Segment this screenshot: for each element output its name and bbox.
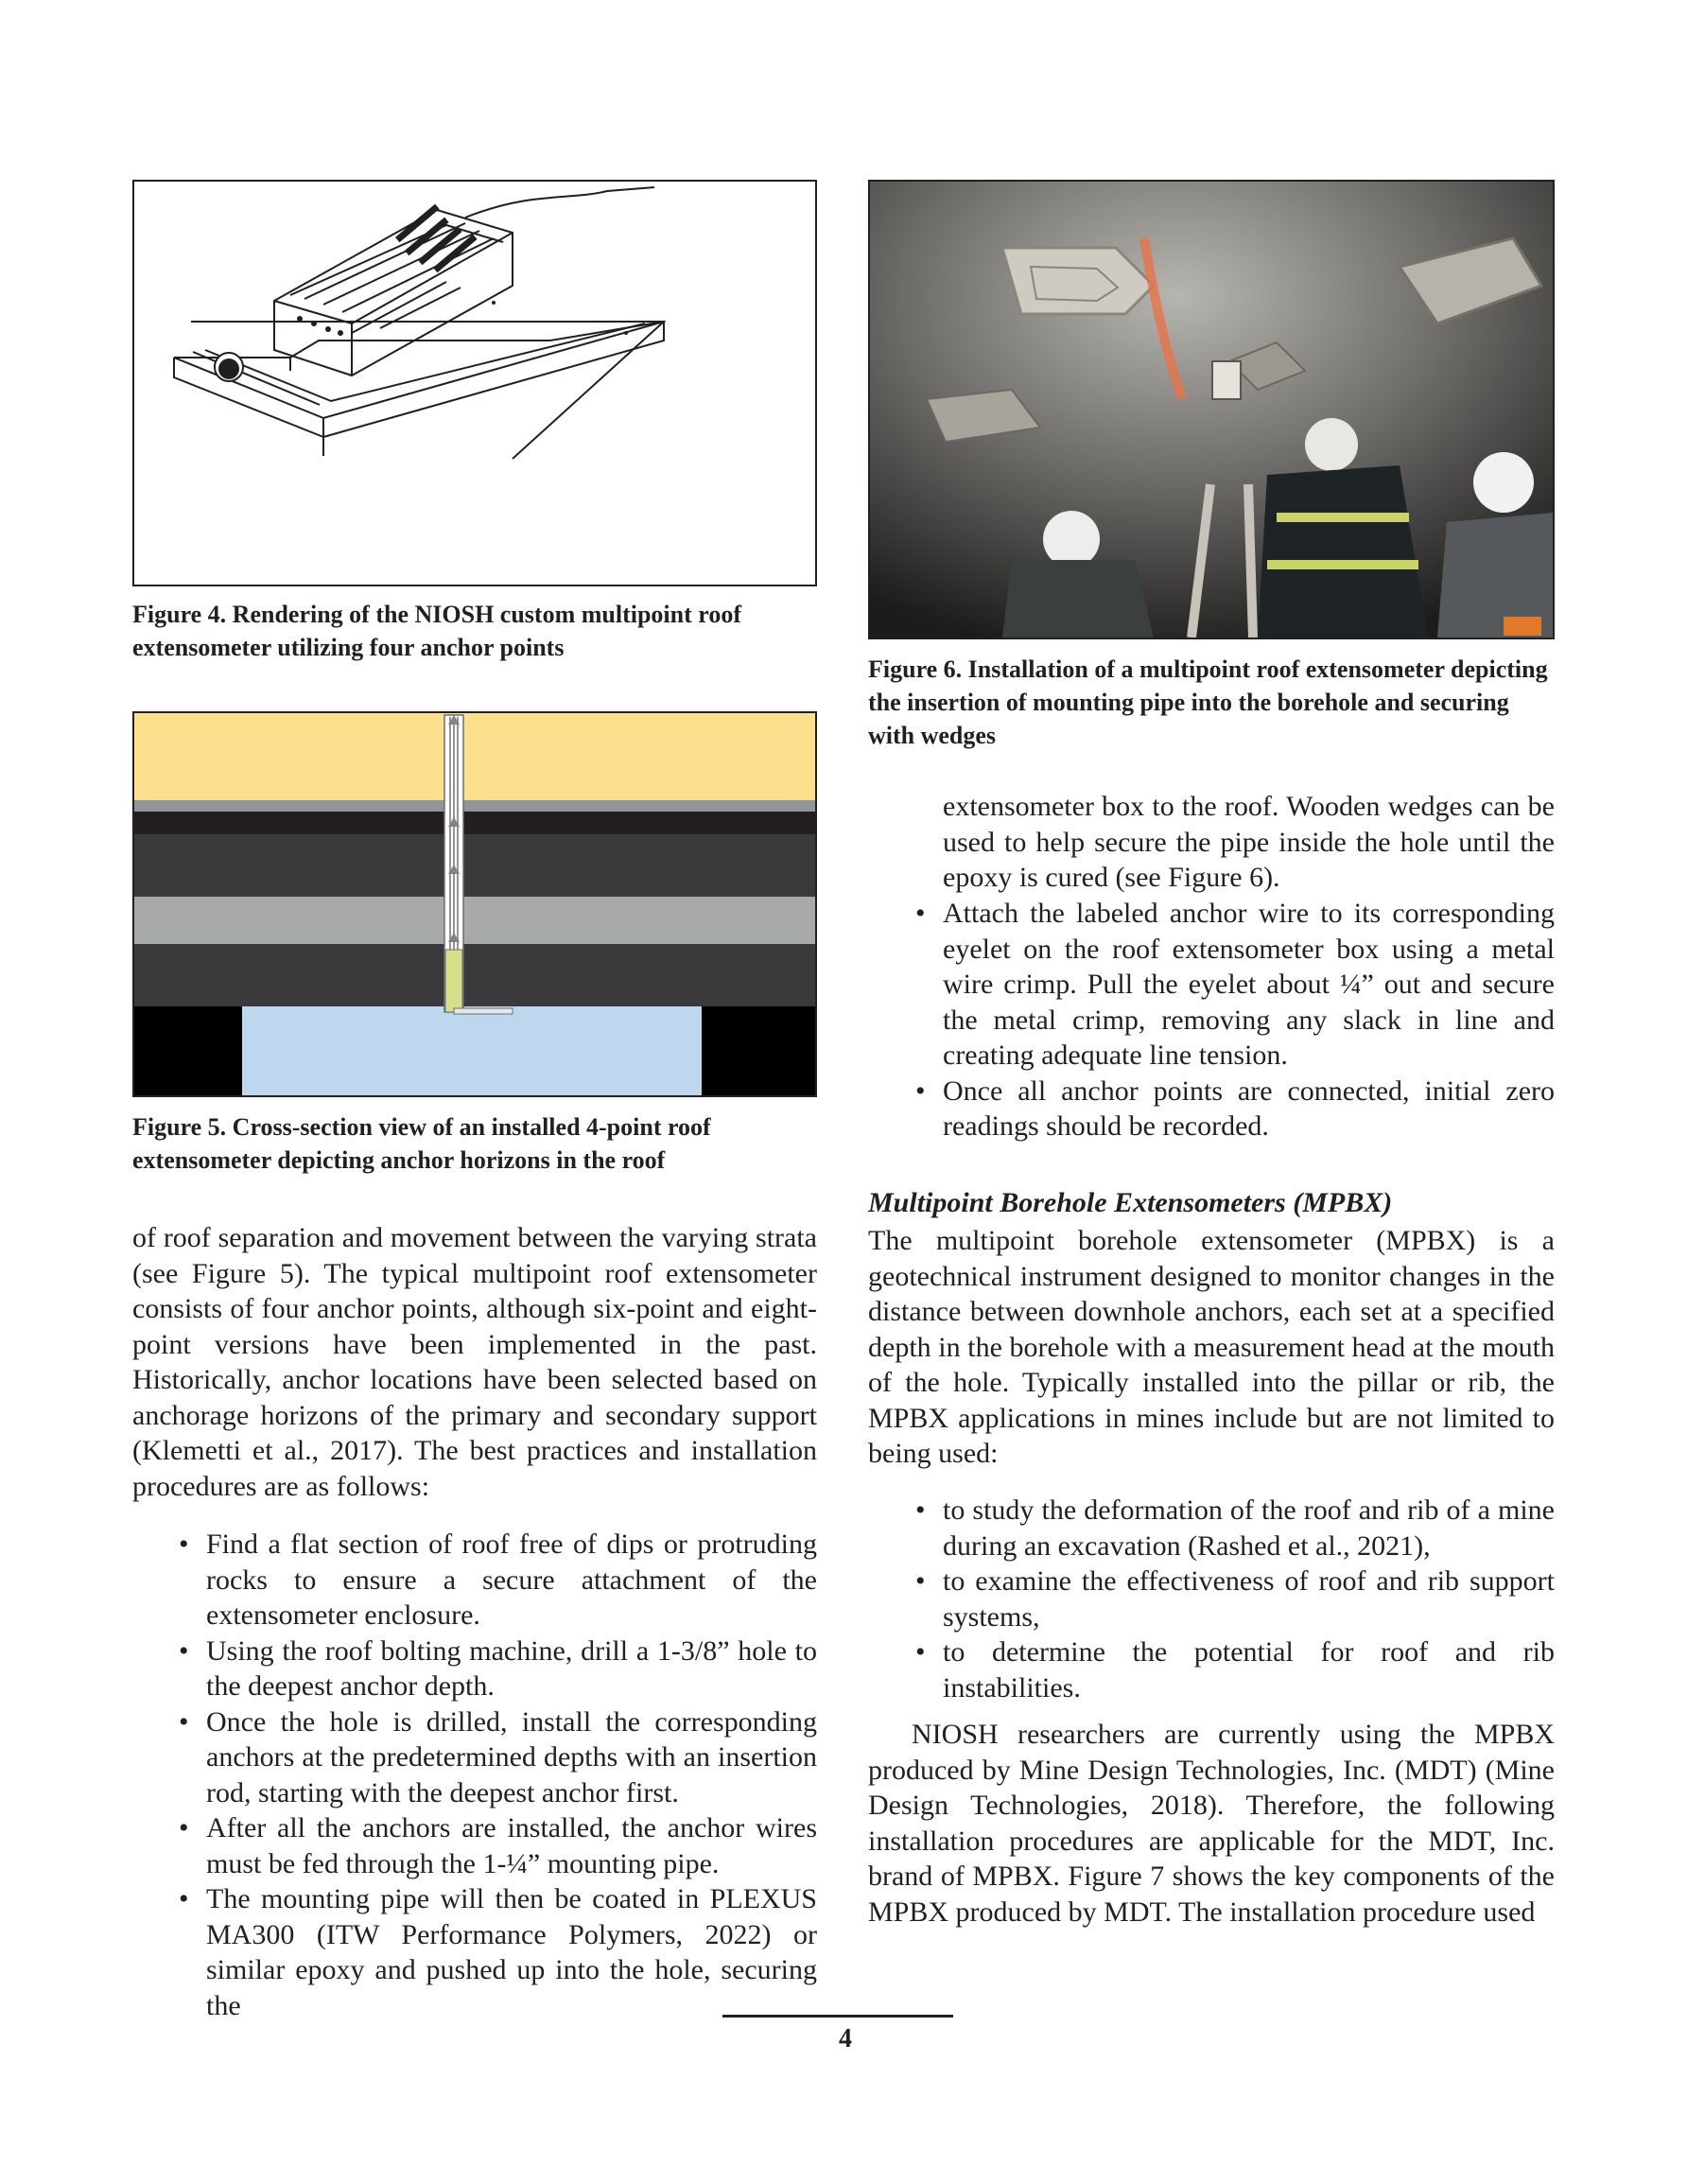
list-item: • After all the anchors are installed, the anchor wires must be fed through the 1-¼” mounting pipe. bbox=[179, 1812, 817, 1879]
mine-opening bbox=[242, 1006, 702, 1095]
figure-5-image bbox=[132, 711, 817, 1097]
list-item: • Attach the labeled anchor wire to its corresponding eyelet on the roof extensometer box using a metal wire crimp. Pull the eyelet about ¼” out and secure the metal crimp, removing any slack in line and creating adequate line tension. bbox=[915, 898, 1555, 1071]
mpbx-uses-list bbox=[915, 1493, 1555, 1705]
page-number: 4 bbox=[839, 2024, 852, 2053]
mpbx-paragraph: The multipoint borehole extensometer (MPBX) is a geotechnical instrument designed to monitor changes in the distance between downhole anchors, each set at a specified depth in the borehole with a measurement head at the mouth of the hole. Typically installed into the pillar or rib, the MPBX applications in mines include but are not limited to being used: bbox=[868, 1225, 1555, 1469]
mine-roof-installation-photo bbox=[870, 182, 1553, 638]
figure-6-photo bbox=[868, 180, 1555, 639]
list-item: • to determine the potential for roof and rib instabilities. bbox=[915, 1636, 1555, 1704]
measurement-box bbox=[454, 1008, 513, 1014]
figure-5-caption: Figure 5. Cross-section view of an installed 4-point roof extensometer depicting anchor horizons in the roof bbox=[132, 1113, 711, 1174]
dark-strata-layer bbox=[134, 834, 815, 897]
left-intro-paragraph: of roof separation and movement between the varying strata (see Figure 5). The typical multipoint roof extensometer consists of four anchor points, although six-point and eight-point versions have been implemented in the past. Historically, anchor locations have been selected based on anchorage horizons of the primary and secondary support (Klemetti et al., 2017). The best practices and installation procedures are as follows: bbox=[132, 1222, 817, 1502]
installation-steps-list bbox=[179, 1527, 817, 2023]
list-item: • Once all anchor points are connected, initial zero readings should be recorded. bbox=[915, 1075, 1555, 1142]
figure-4-caption: Figure 4. Rendering of the NIOSH custom multipoint roof extensometer utilizing four anchor points bbox=[132, 601, 741, 661]
strata-cross-section bbox=[134, 713, 815, 1095]
section-heading: Multipoint Borehole Extensometers (MPBX) bbox=[868, 1187, 1393, 1218]
sandstone-layer bbox=[134, 713, 815, 800]
list-item: • to study the deformation of the roof and rib of a mine during an excavation (Rashed et al., 2021), bbox=[915, 1494, 1555, 1562]
mounting-pipe bbox=[445, 950, 462, 1012]
installation-steps-list-continued bbox=[915, 896, 1555, 1144]
final-paragraph: NIOSH researchers are currently using the MPBX produced by Mine Design Technologies, Inc. (MDT) (Mine Design Technologies, 2018). Therefore, the following installation procedures are applicable for the MDT, Inc. brand of MPBX. Figure 7 shows the key components of the MPBX produced by MDT. The installation procedure used bbox=[868, 1719, 1555, 1928]
footer-rule bbox=[722, 2015, 953, 2018]
list-item: • to examine the effectiveness of roof and rib support systems, bbox=[915, 1565, 1555, 1633]
list-item: • The mounting pipe will then be coated in PLEXUS MA300 (ITW Performance Polymers, 2022) or similar epoxy and pushed up into the hole, securing the bbox=[179, 1883, 817, 2021]
list-item: • Once the hole is drilled, install the corresponding anchors at the predetermined depths with an insertion rod, starting with the deepest anchor first. bbox=[179, 1705, 817, 1808]
figure-6-caption: Figure 6. Installation of a multipoint roof extensometer depicting the insertion of mounting pipe into the borehole and securing with wedges bbox=[868, 655, 1548, 749]
list-item: • Using the roof bolting machine, drill a 1-3/8” hole to the deepest anchor depth. bbox=[179, 1634, 817, 1702]
extensometer-line-drawing bbox=[134, 182, 815, 585]
grey-strata-layer bbox=[134, 897, 815, 944]
right-continuation-paragraph: extensometer box to the roof. Wooden wedges can be used to help secure the pipe inside the hole until the epoxy is cured (see Figure 6). bbox=[943, 791, 1555, 893]
list-item: • Find a flat section of roof free of dips or protruding rocks to ensure a secure attachment of the extensometer enclosure. bbox=[179, 1529, 817, 1631]
figure-4-image bbox=[132, 180, 817, 586]
